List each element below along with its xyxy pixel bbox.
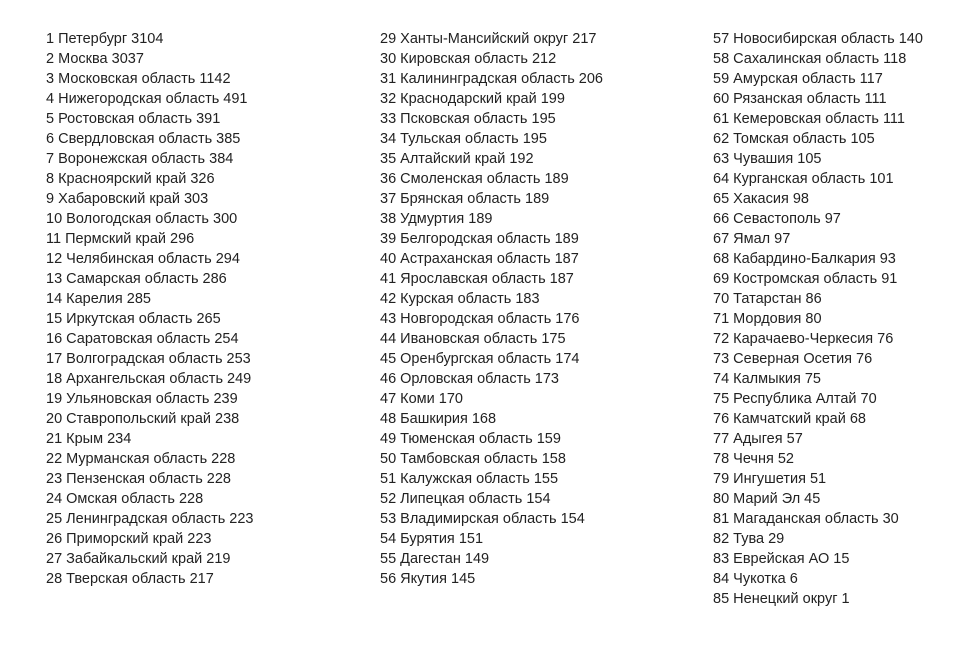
- ranking-entry: 69 Костромская область 91: [713, 271, 898, 287]
- ranking-entry: 63 Чувашия 105: [713, 151, 822, 167]
- ranking-entry: 60 Рязанская область 111: [713, 91, 887, 107]
- ranking-entry: 39 Белгородская область 189: [380, 231, 579, 247]
- ranking-entry: 3 Московская область 1142: [46, 71, 231, 87]
- ranking-entry: 73 Северная Осетия 76: [713, 351, 873, 367]
- ranking-entry: 19 Ульяновская область 239: [46, 391, 238, 407]
- ranking-entry: 58 Сахалинская область 118: [713, 51, 907, 67]
- ranking-entry: 53 Владимирская область 154: [380, 511, 585, 527]
- ranking-column-1: [46, 29, 254, 589]
- ranking-entry: 10 Вологодская область 300: [46, 211, 238, 227]
- ranking-entry: 32 Краснодарский край 199: [380, 91, 565, 107]
- ranking-entry: 78 Чечня 52: [713, 451, 794, 467]
- ranking-entry: 50 Тамбовская область 158: [380, 451, 566, 467]
- ranking-entry: 55 Дагестан 149: [380, 551, 490, 567]
- ranking-entry: 34 Тульская область 195: [380, 131, 547, 147]
- ranking-entry: 38 Удмуртия 189: [380, 211, 493, 227]
- ranking-entry: 74 Калмыкия 75: [713, 371, 821, 387]
- ranking-entry: 7 Воронежская область 384: [46, 151, 234, 167]
- ranking-entry: 70 Татарстан 86: [713, 291, 822, 307]
- ranking-entry: 67 Ямал 97: [713, 231, 791, 247]
- ranking-entry: 40 Астраханская область 187: [380, 251, 579, 267]
- ranking-entry: 25 Ленинградская область 223: [46, 511, 254, 527]
- ranking-entry: 29 Ханты-Мансийский округ 217: [380, 31, 597, 47]
- ranking-entry: 35 Алтайский край 192: [380, 151, 534, 167]
- ranking-entry: 82 Тува 29: [713, 531, 785, 547]
- ranking-entry: 57 Новосибирская область 140: [713, 31, 923, 47]
- ranking-entry: 33 Псковская область 195: [380, 111, 556, 127]
- ranking-entry: 54 Бурятия 151: [380, 531, 484, 547]
- ranking-entry: 45 Оренбургская область 174: [380, 351, 580, 367]
- ranking-entry: 21 Крым 234: [46, 431, 132, 447]
- ranking-entry: 15 Иркутская область 265: [46, 311, 221, 327]
- ranking-column-2: [380, 29, 603, 589]
- ranking-entry: 79 Ингушетия 51: [713, 471, 827, 487]
- ranking-entry: 23 Пензенская область 228: [46, 471, 231, 487]
- ranking-entry: 64 Курганская область 101: [713, 171, 894, 187]
- ranking-entry: 83 Еврейская АО 15: [713, 551, 850, 567]
- ranking-entry: 36 Смоленская область 189: [380, 171, 569, 187]
- ranking-entry: 22 Мурманская область 228: [46, 451, 236, 467]
- ranking-entry: 72 Карачаево-Черкесия 76: [713, 331, 894, 347]
- ranking-entry: 59 Амурская область 117: [713, 71, 883, 87]
- ranking-column-3: [713, 29, 923, 609]
- ranking-entry: 31 Калининградская область 206: [380, 71, 603, 87]
- ranking-entry: 8 Красноярский край 326: [46, 171, 215, 187]
- ranking-entry: 75 Республика Алтай 70: [713, 391, 877, 407]
- ranking-entry: 9 Хабаровский край 303: [46, 191, 209, 207]
- ranking-entry: 85 Ненецкий округ 1: [713, 591, 850, 607]
- ranking-entry: 66 Севастополь 97: [713, 211, 841, 227]
- ranking-entry: 47 Коми 170: [380, 391, 463, 407]
- ranking-entry: 41 Ярославская область 187: [380, 271, 574, 287]
- ranking-entry: 46 Орловская область 173: [380, 371, 559, 387]
- ranking-entry: 62 Томская область 105: [713, 131, 875, 147]
- ranking-entry: 5 Ростовская область 391: [46, 111, 221, 127]
- ranking-entry: 56 Якутия 145: [380, 571, 476, 587]
- ranking-entry: 61 Кемеровская область 111: [713, 111, 905, 127]
- ranking-entry: 24 Омская область 228: [46, 491, 204, 507]
- ranking-entry: 20 Ставропольский край 238: [46, 411, 240, 427]
- ranking-entry: 80 Марий Эл 45: [713, 491, 821, 507]
- ranking-entry: 65 Хакасия 98: [713, 191, 809, 207]
- ranking-entry: 51 Калужская область 155: [380, 471, 559, 487]
- ranking-entry: 84 Чукотка 6: [713, 571, 798, 587]
- ranking-entry: 27 Забайкальский край 219: [46, 551, 231, 567]
- ranking-entry: 12 Челябинская область 294: [46, 251, 240, 267]
- ranking-entry: 81 Магаданская область 30: [713, 511, 899, 527]
- ranking-entry: 13 Самарская область 286: [46, 271, 227, 287]
- ranking-entry: 52 Липецкая область 154: [380, 491, 551, 507]
- ranking-entry: 18 Архангельская область 249: [46, 371, 252, 387]
- ranking-entry: 30 Кировская область 212: [380, 51, 557, 67]
- ranking-entry: 4 Нижегородская область 491: [46, 91, 248, 107]
- ranking-entry: 71 Мордовия 80: [713, 311, 822, 327]
- ranking-entry: 11 Пермский край 296: [46, 231, 195, 247]
- ranking-entry: 42 Курская область 183: [380, 291, 540, 307]
- ranking-entry: 77 Адыгея 57: [713, 431, 803, 447]
- ranking-entry: 17 Волгоградская область 253: [46, 351, 251, 367]
- ranking-entry: 26 Приморский край 223: [46, 531, 212, 547]
- ranking-entry: 49 Тюменская область 159: [380, 431, 561, 447]
- ranking-entry: 6 Свердловская область 385: [46, 131, 241, 147]
- ranking-entry: 14 Карелия 285: [46, 291, 151, 307]
- ranking-entry: 48 Башкирия 168: [380, 411, 497, 427]
- ranking-entry: 44 Ивановская область 175: [380, 331, 566, 347]
- ranking-entry: 16 Саратовская область 254: [46, 331, 239, 347]
- ranking-entry: 28 Тверская область 217: [46, 571, 214, 587]
- ranking-entry: 76 Камчатский край 68: [713, 411, 866, 427]
- ranking-entry: 2 Москва 3037: [46, 51, 144, 67]
- ranking-entry: 37 Брянская область 189: [380, 191, 550, 207]
- ranking-entry: 68 Кабардино-Балкария 93: [713, 251, 896, 267]
- ranking-entry: 1 Петербург 3104: [46, 31, 164, 47]
- ranking-entry: 43 Новгородская область 176: [380, 311, 580, 327]
